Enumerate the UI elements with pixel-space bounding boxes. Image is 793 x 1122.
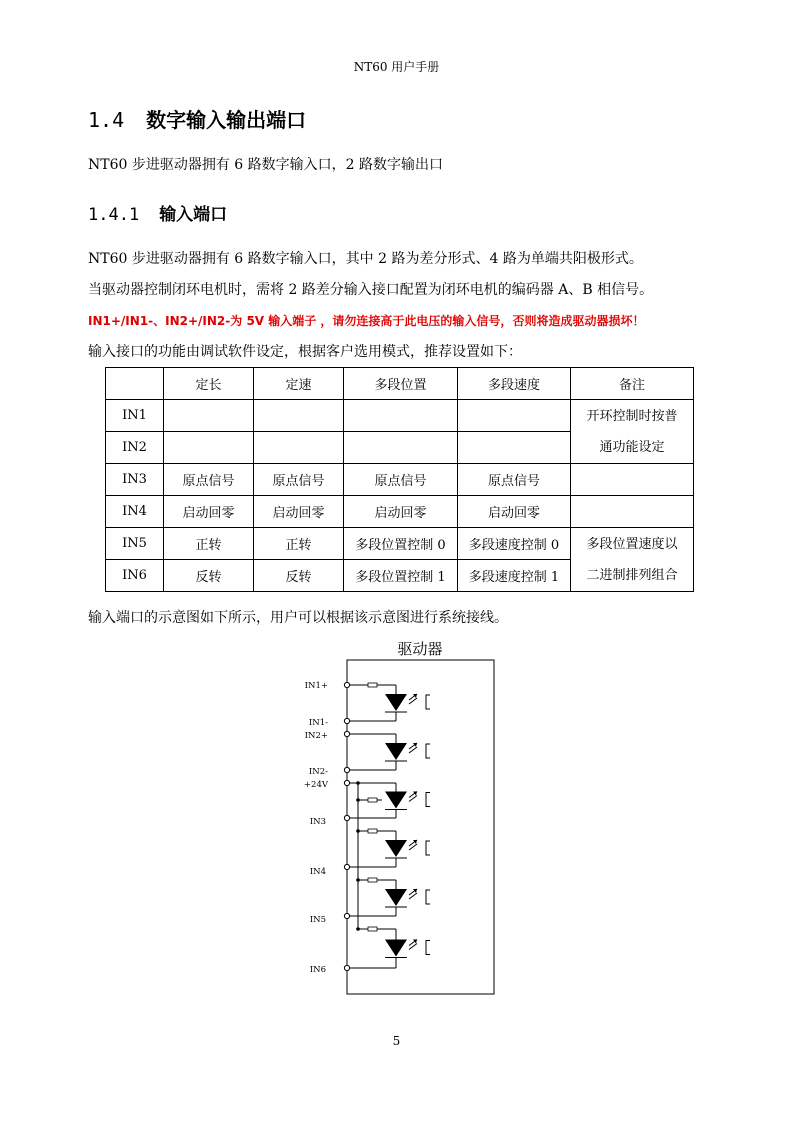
page-number: 5	[392, 1034, 401, 1048]
table-header-cell: 多段位置	[344, 368, 458, 400]
table-cell: IN2	[106, 432, 164, 464]
table-note-cell	[571, 400, 694, 464]
table-cell: 多段位置控制 1	[344, 560, 458, 592]
terminal-pin	[344, 780, 349, 785]
terminal-label: IN2-	[308, 767, 328, 777]
table-cell: 正转	[254, 528, 344, 560]
table-cell	[254, 432, 344, 464]
table-cell: 原点信号	[458, 464, 571, 496]
terminal-pin	[344, 864, 349, 869]
table-note-cell	[571, 528, 694, 592]
subsection-heading	[88, 200, 227, 225]
table-cell	[254, 400, 344, 432]
table-intro: 输入接口的功能由调试软件设定，根据客户选用模式，推荐设置如下：	[88, 344, 522, 360]
subsection-number: 1.4.1	[88, 205, 140, 225]
junction-dot	[356, 781, 360, 785]
phototransistor	[426, 941, 430, 955]
table-row	[106, 496, 694, 528]
input-function-table	[105, 367, 694, 592]
table-header-cell: 多段速度	[458, 368, 571, 400]
table-cell: IN1	[106, 400, 164, 432]
terminal-pin	[344, 731, 349, 736]
paragraph-2: 当驱动器控制闭环电机时，需将 2 路差分输入接口配置为闭环电机的编码器 A、B 相信号。	[88, 282, 654, 298]
note-line: 通功能设定	[599, 439, 665, 455]
resistor	[368, 927, 377, 931]
phototransistor	[426, 841, 430, 855]
terminal-label: IN5	[309, 915, 326, 925]
table-cell: 原点信号	[344, 464, 458, 496]
subsection-title: 输入端口	[159, 205, 228, 225]
table-header-cell: 定长	[164, 368, 254, 400]
table-cell: 启动回零	[164, 496, 254, 528]
table-cell	[571, 464, 694, 496]
paragraph-1: NT60 步进驱动器拥有 6 路数字输入口，其中 2 路为差分形式、4 路为单端共阳极形式。	[88, 251, 643, 267]
terminal-pin	[344, 718, 349, 723]
diagram-title: 驱动器	[397, 640, 443, 658]
terminal-label: IN2+	[304, 731, 328, 741]
terminal-label: IN6	[309, 965, 326, 975]
table-cell: 原点信号	[164, 464, 254, 496]
diagram-intro: 输入端口的示意图如下所示，用户可以根据该示意图进行系统接线。	[88, 610, 508, 626]
table-cell: IN6	[106, 560, 164, 592]
resistor	[368, 683, 377, 687]
table-cell: 启动回零	[254, 496, 344, 528]
terminal-label: IN3	[309, 817, 326, 827]
terminal-pin	[344, 682, 349, 687]
table-cell: 启动回零	[458, 496, 571, 528]
table-cell	[571, 496, 694, 528]
table-cell: 反转	[254, 560, 344, 592]
table-cell	[164, 400, 254, 432]
note-line: 开环控制时按普	[586, 408, 678, 424]
phototransistor	[426, 744, 430, 758]
table-row	[106, 528, 694, 560]
section-number: 1.4	[88, 108, 125, 132]
table-cell	[164, 432, 254, 464]
terminal-label: +24V	[303, 780, 328, 790]
terminal-label: IN4	[309, 867, 326, 877]
phototransistor	[426, 793, 430, 807]
led-diode	[385, 940, 407, 957]
input-circuit-diagram	[290, 638, 510, 1003]
table-cell: IN4	[106, 496, 164, 528]
led-diode	[385, 792, 407, 809]
table-cell: 启动回零	[344, 496, 458, 528]
table-cell	[344, 400, 458, 432]
table-cell: 多段速度控制 1	[458, 560, 571, 592]
junction-dot	[356, 798, 360, 802]
table-header-row	[106, 368, 694, 400]
section-heading	[88, 104, 306, 133]
intro-paragraph: NT60 步进驱动器拥有 6 路数字输入口，2 路数字输出口	[88, 157, 444, 173]
table-cell: 反转	[164, 560, 254, 592]
table-header-cell: 备注	[571, 368, 694, 400]
led-diode	[385, 840, 407, 857]
terminal-label: IN1-	[308, 718, 328, 728]
terminal-pin	[344, 815, 349, 820]
page-header: NT60 用户手册	[353, 60, 440, 74]
table-header-cell: 定速	[254, 368, 344, 400]
resistor	[368, 878, 377, 882]
table-cell	[458, 400, 571, 432]
phototransistor	[426, 695, 430, 709]
table-cell: 原点信号	[254, 464, 344, 496]
resistor	[368, 798, 377, 802]
table-cell	[344, 432, 458, 464]
terminal-pin	[344, 965, 349, 970]
table-cell	[458, 432, 571, 464]
circuit-wiring	[344, 682, 430, 970]
note-line: 多段位置速度以	[586, 536, 678, 552]
resistor	[368, 829, 377, 833]
table-cell: 多段位置控制 0	[344, 528, 458, 560]
table-cell: IN3	[106, 464, 164, 496]
terminal-label: IN1+	[304, 681, 328, 691]
warning-text: IN1+/IN1-、IN2+/IN2-为 5V 输入端子 ，请勿连接高于此电压的输入信号，否则将造成驱动器损坏！	[88, 314, 645, 328]
table-cell: IN5	[106, 528, 164, 560]
led-diode	[385, 694, 407, 711]
table-cell: 正转	[164, 528, 254, 560]
terminal-labels	[304, 681, 329, 975]
table-row	[106, 400, 694, 432]
terminal-pin	[344, 767, 349, 772]
table-cell: 多段速度控制 0	[458, 528, 571, 560]
driver-box	[347, 660, 494, 994]
terminal-pin	[344, 913, 349, 918]
note-line: 二进制排列组合	[586, 567, 678, 583]
section-title: 数字输入输出端口	[146, 108, 307, 132]
table-row	[106, 464, 694, 496]
led-diode	[385, 743, 407, 760]
table-header-cell	[106, 368, 164, 400]
led-diode	[385, 889, 407, 906]
phototransistor	[426, 890, 430, 904]
